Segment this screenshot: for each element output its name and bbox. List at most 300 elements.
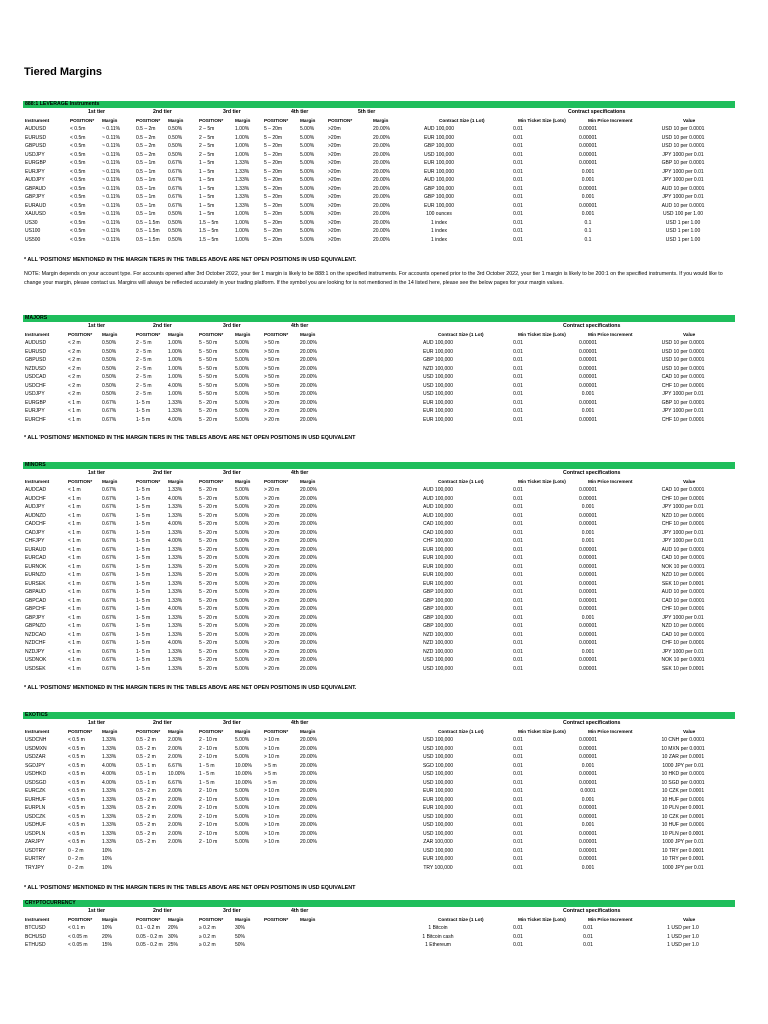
table-cell: 5.00% <box>300 202 315 209</box>
table-cell: CAD 100,000 <box>422 521 454 527</box>
table-cell: 0.5 - 2 m <box>136 822 156 828</box>
table-cell: 1.33% <box>168 487 183 493</box>
table-cell: 10 ZAR per 0.0001 <box>661 754 705 760</box>
table-cell: 1- 5 m <box>136 521 151 527</box>
column-header: POSITION* <box>136 117 161 123</box>
table-cell: > 10 m <box>264 788 280 794</box>
table-cell: SEK 10 per 0.0001 <box>661 580 705 587</box>
table-cell: 0.00001 <box>578 160 598 166</box>
table-cell: 5 – 20m <box>264 177 283 183</box>
table-cell: 0.00001 <box>578 847 598 854</box>
table-cell: 5 - 20 m <box>199 495 218 502</box>
table-cell: < 1 m <box>68 640 81 646</box>
table-cell: 0.01 <box>513 211 523 217</box>
table-cell: 0.67% <box>102 648 117 655</box>
table-cell: 0.5 – 1.5m <box>136 228 160 234</box>
column-header: Margin <box>300 117 316 123</box>
table-cell: 1 – 5m <box>199 202 215 209</box>
table-cell: NZD 100,000 <box>423 648 453 655</box>
table-cell: 20.00% <box>300 487 317 493</box>
table-cell: > 20 m <box>264 546 280 553</box>
table-cell: 0.5 – 1m <box>136 168 156 175</box>
table-cell: 0.01 <box>513 134 523 141</box>
table-cell: 25% <box>168 942 179 948</box>
table-cell: 1.33% <box>102 805 117 811</box>
table-cell: NZD 100,000 <box>423 365 453 372</box>
tier-header-row <box>23 907 735 916</box>
table-cell: >20m <box>328 168 341 175</box>
table-cell: 1.33% <box>168 399 183 406</box>
table-cell: > 20 m <box>264 504 280 510</box>
table-cell: 1.33% <box>168 555 183 561</box>
table-cell: > 20 m <box>264 529 280 536</box>
table-cell: 0.67% <box>102 589 117 595</box>
table-cell: > 10 m <box>264 754 280 760</box>
table-cell: 0.01 <box>513 151 523 158</box>
section-footnote: * ALL 'POSITIONS' MENTIONED IN THE MARGIN TIERS IN THE TABLES ABOVE ARE NET OPEN POSITIONS IN USD EQUIVALENT <box>24 435 356 441</box>
table-cell: < 2 m <box>68 374 81 380</box>
table-cell: 10% <box>102 864 113 871</box>
table-cell: 0.50% <box>168 126 183 132</box>
table-cell: 0.00001 <box>578 631 598 638</box>
table-cell: AUD 100,000 <box>422 504 454 510</box>
table-cell: 1 index <box>430 219 448 226</box>
table-row <box>23 571 735 580</box>
table-cell: 0.00001 <box>578 813 598 820</box>
table-cell: 5.00% <box>300 211 315 217</box>
table-cell: 0.00001 <box>578 126 598 132</box>
table-cell: USD 10 per 0.0001 <box>661 126 705 132</box>
table-cell: 0.67% <box>168 177 183 183</box>
table-cell: AUDNZD <box>25 512 46 519</box>
table-cell: AUDCHF <box>25 495 46 502</box>
column-header: Min Price Increment <box>588 331 633 337</box>
table-cell: 0.67% <box>102 416 117 423</box>
table-cell: 0.50% <box>102 348 117 355</box>
table-cell: 0.01 <box>513 219 523 226</box>
table-row <box>23 614 735 623</box>
table-cell: 0.5 – 2m <box>136 143 156 149</box>
table-cell: 2.00% <box>168 788 183 794</box>
table-cell: 5.00% <box>235 606 250 612</box>
table-cell: > 20 m <box>264 408 280 414</box>
column-header: POSITION* <box>264 478 289 484</box>
table-cell: 0.50% <box>168 219 183 226</box>
table-cell: >20m <box>328 228 341 234</box>
table-cell: 20.00% <box>373 151 390 158</box>
table-row <box>23 348 735 357</box>
table-cell: 5.00% <box>235 822 250 828</box>
table-cell: JPY 1000 per 0.01 <box>662 151 704 158</box>
table-cell: 1.33% <box>168 572 183 578</box>
table-cell: USD 100,000 <box>422 374 454 380</box>
table-cell: EURCAD <box>25 555 47 561</box>
table-row <box>23 125 735 134</box>
table-cell: > 50 m <box>264 391 280 397</box>
table-cell: GBP 100,000 <box>423 606 453 612</box>
table-cell: CHF 10 per 0.0001 <box>661 382 705 389</box>
table-cell: < 1 m <box>68 631 81 638</box>
table-cell: 1- 5 m <box>136 597 151 604</box>
table-cell: 0.01 <box>513 796 523 803</box>
table-cell: 10 CZK per 0.0001 <box>661 813 705 820</box>
column-header: POSITION* <box>199 478 224 484</box>
table-cell: > 20 m <box>264 495 280 502</box>
table-cell: CADJPY <box>25 529 45 536</box>
table-cell: >20m <box>328 211 341 217</box>
table-cell: 5 – 20m <box>264 160 283 166</box>
table-cell: 1.00% <box>235 134 250 141</box>
table-cell: >20m <box>328 134 341 141</box>
table-cell: 0.01 <box>513 925 523 931</box>
table-cell: 5 - 20 m <box>199 546 218 553</box>
table-row <box>23 382 735 391</box>
table-cell: 2 - 5 m <box>136 365 152 372</box>
table-cell: 2 - 10 m <box>199 796 218 803</box>
table-cell: < 1 m <box>68 521 81 527</box>
table-cell: 1.33% <box>235 177 250 183</box>
table-cell: 0.01 <box>513 340 523 346</box>
table-cell: < 0.05 m <box>68 933 88 940</box>
table-cell: 0.5 – 2m <box>136 134 156 141</box>
table-cell: 0.50% <box>102 382 117 389</box>
table-cell: 5 - 20 m <box>199 416 218 423</box>
table-cell: 0.67% <box>168 202 183 209</box>
table-cell: 1.00% <box>235 151 250 158</box>
table-cell: GBP 100,000 <box>423 597 453 604</box>
table-cell: < 1 m <box>68 529 81 536</box>
table-cell: < 0.5m <box>70 160 86 166</box>
column-header: POSITION* <box>70 117 95 123</box>
table-cell: 5.00% <box>300 228 315 234</box>
table-cell: 1 – 5m <box>199 211 215 217</box>
table-row <box>23 762 735 771</box>
section-banner: MAJORS <box>23 315 735 322</box>
table-cell: EURJPY <box>25 408 45 414</box>
table-cell: 4.00% <box>168 606 183 612</box>
table-cell: 1.5 – 5m <box>199 219 219 226</box>
table-cell: 5.00% <box>235 665 250 672</box>
table-cell: JPY 1000 per 0.01 <box>662 194 704 200</box>
table-cell: EUR 100,000 <box>423 168 455 175</box>
table-row <box>23 787 735 796</box>
table-cell: 1.33% <box>168 614 183 621</box>
table-cell: < 1 m <box>68 614 81 621</box>
table-cell: 4.00% <box>102 771 117 777</box>
table-cell: > 10 m <box>264 813 280 820</box>
table-cell: USD 1 per 1.00 <box>665 236 701 243</box>
table-cell: 100 ounces <box>426 211 452 217</box>
table-cell: USD 100,000 <box>422 847 454 854</box>
table-row <box>23 339 735 348</box>
table-cell: 20.00% <box>300 623 317 629</box>
table-cell: 5 - 20 m <box>199 487 218 493</box>
table-cell: JPY 1000 per 0.01 <box>662 614 704 621</box>
table-cell: 5.00% <box>235 648 250 655</box>
table-cell: < 0.5m <box>70 228 86 234</box>
table-cell: < 0.5 m <box>68 796 85 803</box>
table-cell: 0.01 <box>513 813 523 820</box>
table-cell: 20.00% <box>300 374 317 380</box>
table-cell: 2.00% <box>168 830 183 837</box>
table-cell: EUR 100,000 <box>422 572 454 578</box>
table-cell: 0.5 - 1 m <box>136 779 156 786</box>
table-cell: < 1 m <box>68 606 81 612</box>
table-row <box>23 537 735 546</box>
table-cell: 0.01 <box>513 933 523 940</box>
table-row <box>23 134 735 143</box>
table-cell: 20.00% <box>300 813 317 820</box>
table-cell: 20.00% <box>300 796 317 803</box>
table-cell: > 20 m <box>264 521 280 527</box>
table-cell: 20.00% <box>300 779 317 786</box>
table-cell: EUR 100,000 <box>422 348 454 355</box>
table-cell: 1- 5 m <box>136 614 151 621</box>
table-cell: < 1 m <box>68 546 81 553</box>
table-cell: > 50 m <box>264 340 280 346</box>
table-cell: 0.67% <box>102 665 117 672</box>
table-cell: 0.01 <box>513 864 523 871</box>
table-cell: 0.00001 <box>578 830 598 837</box>
table-cell: 0.001 <box>581 194 595 200</box>
table-cell: 5.00% <box>235 657 250 663</box>
table-cell: USDZAR <box>25 754 46 760</box>
table-cell: CHF 10 per 0.0001 <box>661 640 705 646</box>
table-cell: < 0.5m <box>70 185 86 192</box>
table-row <box>23 390 735 399</box>
column-header: Margin <box>235 728 251 734</box>
table-cell: 0.67% <box>102 495 117 502</box>
table-cell: < 1 m <box>68 580 81 587</box>
table-cell: USDMXN <box>25 745 47 752</box>
table-cell: 5.00% <box>235 399 250 406</box>
column-header: POSITION* <box>68 728 93 734</box>
table-cell: 5 - 20 m <box>199 606 218 612</box>
table-cell: EUR 100,000 <box>423 134 455 141</box>
table-cell: 0.67% <box>102 487 117 493</box>
column-header: POSITION* <box>199 916 224 922</box>
tier-label: 4th tier <box>291 908 309 914</box>
table-cell: 1.00% <box>235 219 250 226</box>
table-cell: GBPNZD <box>25 623 46 629</box>
table-cell: < 1 m <box>68 487 81 493</box>
table-cell: 0.00001 <box>578 563 598 570</box>
table-cell: < 0.5m <box>70 177 86 183</box>
table-cell: 5.00% <box>235 788 250 794</box>
table-cell: USD 100,000 <box>422 657 454 663</box>
section-exotics <box>23 712 735 872</box>
tier-label: 3rd tier <box>223 323 241 329</box>
table-cell: < 1 m <box>68 495 81 502</box>
table-cell: 0.001 <box>581 391 595 397</box>
table-cell: 20.00% <box>373 219 390 226</box>
column-header: Margin <box>300 478 316 484</box>
table-cell: 0.67% <box>168 185 183 192</box>
table-cell: > 20 m <box>264 538 280 544</box>
table-row <box>23 563 735 572</box>
table-cell: 1.33% <box>102 839 117 845</box>
table-cell: 5 – 20m <box>264 202 283 209</box>
table-cell: EURAUD <box>25 546 47 553</box>
table-cell: USD 10 per 0.0001 <box>661 357 705 363</box>
table-cell: 20.00% <box>300 521 317 527</box>
table-cell: >20m <box>328 160 341 166</box>
table-cell: 20.00% <box>300 737 317 743</box>
table-cell: < 1 m <box>68 572 81 578</box>
table-cell: >20m <box>328 194 341 200</box>
table-cell: 1.33% <box>168 563 183 570</box>
table-cell: 0.5 - 2 m <box>136 796 156 803</box>
column-header: Margin <box>300 916 316 922</box>
table-cell: 0.67% <box>102 546 117 553</box>
table-cell: > 20 m <box>264 606 280 612</box>
table-cell: NZDUSD <box>25 365 46 372</box>
table-cell: CHF 10 per 0.0001 <box>661 416 705 423</box>
column-header: Min Ticket Size (Lots) <box>518 478 566 484</box>
column-header-row <box>23 331 735 340</box>
table-cell: 0.00001 <box>578 640 598 646</box>
table-cell: 4.00% <box>168 640 183 646</box>
table-row <box>23 838 735 847</box>
table-cell: 5 - 50 m <box>199 348 218 355</box>
table-row <box>23 580 735 589</box>
table-row <box>23 168 735 177</box>
table-cell: 2.00% <box>168 796 183 803</box>
table-cell: GBPCHF <box>25 606 46 612</box>
column-header: Instrument <box>25 916 50 922</box>
table-cell: 0.67% <box>102 521 117 527</box>
table-cell: 5 - 20 m <box>199 589 218 595</box>
table-cell: 1.33% <box>168 408 183 414</box>
table-cell: 0.50% <box>168 236 183 243</box>
table-cell: CHF 10 per 0.0001 <box>661 606 705 612</box>
table-cell: 4.00% <box>168 416 183 423</box>
table-cell: > 50 m <box>264 357 280 363</box>
table-cell: 10.00% <box>168 771 185 777</box>
table-cell: EURTRY <box>25 856 46 862</box>
section-banner: CRYPTOCURRENCY <box>23 900 735 907</box>
table-cell: 0.01 <box>513 830 523 837</box>
table-cell: 0.67% <box>102 529 117 536</box>
table-cell: 0.67% <box>168 194 183 200</box>
table-cell: 0.01 <box>513 555 523 561</box>
table-cell: USDHKD <box>25 771 47 777</box>
table-cell: < 0.5m <box>70 168 86 175</box>
tier-label: 2nd tier <box>153 470 172 476</box>
table-cell: JPY 1000 per 0.01 <box>662 529 704 536</box>
column-header: POSITION* <box>136 331 161 337</box>
table-cell: < 2 m <box>68 357 81 363</box>
table-cell: CAD 10 per 0.0001 <box>661 374 705 380</box>
table-cell: 2 - 5 m <box>136 382 152 389</box>
table-cell: 20.00% <box>300 357 317 363</box>
column-header: Instrument <box>25 478 50 484</box>
table-row <box>23 546 735 555</box>
column-header: Margin <box>102 478 118 484</box>
table-cell: JPY 1000 per 0.01 <box>662 168 704 175</box>
tier-label: 3rd tier <box>223 109 241 115</box>
table-cell: GBP 100,000 <box>424 194 454 200</box>
table-cell: 0.01 <box>513 194 523 200</box>
table-cell: 0.01 <box>513 521 523 527</box>
table-cell: > 20 m <box>264 589 280 595</box>
table-cell: USD 100,000 <box>422 382 454 389</box>
tier-label: 1st tier <box>88 908 106 914</box>
table-cell: 1- 5 m <box>136 495 151 502</box>
table-cell: 5.00% <box>235 529 250 536</box>
table-cell: 20.00% <box>300 657 317 663</box>
table-cell: 50% <box>235 942 246 948</box>
table-cell: < 1 m <box>68 589 81 595</box>
table-row <box>23 665 735 674</box>
table-cell: 0.01 <box>583 942 593 948</box>
table-cell: NZD 100,000 <box>423 631 453 638</box>
table-cell: 1.33% <box>168 657 183 663</box>
table-cell: BCHUSD <box>25 933 47 940</box>
table-cell: 2 - 10 m <box>199 745 218 752</box>
table-cell: NZD 10 per 0.0001 <box>661 512 705 519</box>
table-cell: 5.00% <box>235 805 250 811</box>
table-row <box>23 648 735 657</box>
table-row <box>23 520 735 529</box>
table-row <box>23 416 735 425</box>
table-cell: 20.00% <box>373 143 390 149</box>
table-cell: < 1 m <box>68 597 81 604</box>
table-cell: EUR 100,000 <box>422 563 454 570</box>
table-cell: 20.00% <box>300 805 317 811</box>
table-cell: 2.00% <box>168 839 183 845</box>
table-cell: 5 – 20m <box>264 134 283 141</box>
table-cell: < 1 m <box>68 416 81 423</box>
table-row <box>23 236 735 245</box>
table-cell: 20.00% <box>300 640 317 646</box>
table-cell: 0.00001 <box>578 754 598 760</box>
table-cell: 5.00% <box>235 504 250 510</box>
table-cell: 1.33% <box>102 737 117 743</box>
table-row <box>23 529 735 538</box>
table-cell: 0.05 - 0.2 m <box>136 942 163 948</box>
table-cell: 0.67% <box>102 614 117 621</box>
table-cell: JPY 1000 per 0.01 <box>662 504 704 510</box>
table-cell: 1.33% <box>168 589 183 595</box>
section-minors <box>23 462 735 673</box>
tier-label: 4th tier <box>291 323 309 329</box>
tier-label: Contract specifications <box>568 109 626 115</box>
table-cell: GBP 100,000 <box>423 357 453 363</box>
table-cell: 20.00% <box>373 185 390 192</box>
column-header-row <box>23 728 735 737</box>
table-cell: < 0.5m <box>70 202 86 209</box>
table-cell: 0.67% <box>102 640 117 646</box>
table-cell: EURAUD <box>25 202 47 209</box>
table-cell: 20.00% <box>300 631 317 638</box>
table-cell: 0.01 <box>513 665 523 672</box>
table-cell: 1.00% <box>168 365 183 372</box>
table-cell: 1- 5 m <box>136 665 151 672</box>
table-cell: 5 - 20 m <box>199 648 218 655</box>
table-cell: 0.01 <box>513 512 523 519</box>
table-cell: > 20 m <box>264 416 280 423</box>
table-cell: 0.01 <box>513 942 523 948</box>
table-cell: 20.00% <box>300 771 317 777</box>
table-cell: 0.01 <box>513 391 523 397</box>
table-cell: > 20 m <box>264 563 280 570</box>
column-header: Margin <box>235 916 251 922</box>
table-cell: 1- 5 m <box>136 555 151 561</box>
table-cell: 20.00% <box>300 589 317 595</box>
table-row <box>23 813 735 822</box>
column-header: POSITION* <box>328 117 353 123</box>
